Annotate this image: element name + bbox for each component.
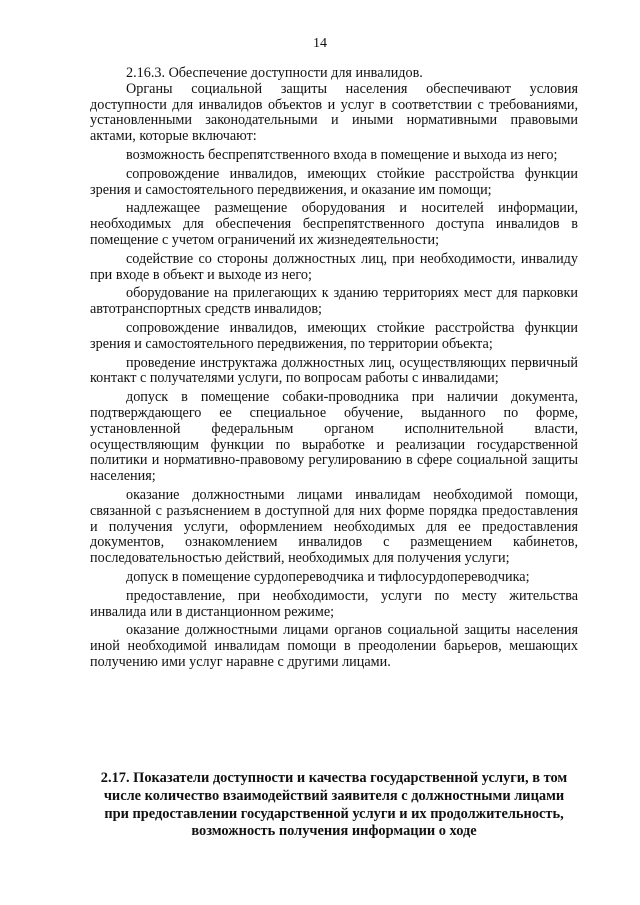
list-item: сопровождение инвалидов, имеющих стойкие расстройства функции зрения и самостоятельного передвижения, по территории объекта;: [90, 319, 578, 352]
list-item: содействие со стороны должностных лиц, при необходимости, инвалиду при входе в объект и выходе из него;: [90, 250, 578, 283]
section-2-16-3: [90, 66, 578, 674]
list-item: возможность беспрепятственного входа в помещение и выхода из него;: [126, 146, 558, 163]
list-item: оборудование на прилегающих к зданию территориях мест для парковки автотранспортных средств инвалидов;: [90, 285, 578, 318]
list-item: предоставление, при необходимости, услуги по месту жительства инвалида или в дистанционном режиме;: [90, 587, 578, 620]
list-item: надлежащее размещение оборудования и носителей информации, необходимых для обеспечения беспрепятственного доступа инвалидов в помещение с учетом ограничений их жизнедеятельности;: [90, 200, 578, 248]
list-item: оказание должностными лицами органов социальной защиты населения иной необходимой инвалидам помощи в преодолении барьеров, мешающих получению ими услуг наравне с другими лицами.: [90, 622, 578, 670]
list-item: допуск в помещение сурдопереводчика и тифлосурдопереводчика;: [126, 568, 530, 585]
list-item: проведение инструктажа должностных лиц, осуществляющих первичный контакт с получателями услуги, по вопросам работы с инвалидами;: [90, 354, 578, 387]
list-item: сопровождение инвалидов, имеющих стойкие расстройства функции зрения и самостоятельного передвижения, и оказание им помощи;: [90, 165, 578, 198]
section-2-17-heading: 2.17. Показатели доступности и качества государственной услуги, в том числе количество взаимодействий заявителя с должностными лицами при предоставлении государственной услуги и их продолжительность, возможность получения информации о ходе: [100, 770, 568, 840]
section-title: 2.16.3. Обеспечение доступности для инвалидов.: [126, 65, 423, 81]
paragraph: Органы социальной защиты населения обеспечивают условия доступности для инвалидов объектов и услуг в соответствии с требованиями, установленными законодательными и иными нормативными правовыми актами, которые включают:: [90, 80, 578, 145]
list-item: допуск в помещение собаки-проводника при наличии документа, подтверждающего ее специальное обучение, выданного по форме, установленной федеральным органом исполнительной власти, осуществляющим функции по выработке и реализации государственной политики и нормативно-правовому регулированию в сфере социальной защиты населения;: [90, 389, 578, 485]
page-number: 14: [313, 36, 327, 51]
list-item: оказание должностными лицами инвалидам необходимой помощи, связанной с разъяснением в доступной для них форме порядка предоставления и получения услуги, оформлением необходимых для ее предоставления документов, ознакомлением инвалидов с размещением кабинетов, последовательностью действий, необходимых для получения услуги;: [90, 486, 578, 567]
